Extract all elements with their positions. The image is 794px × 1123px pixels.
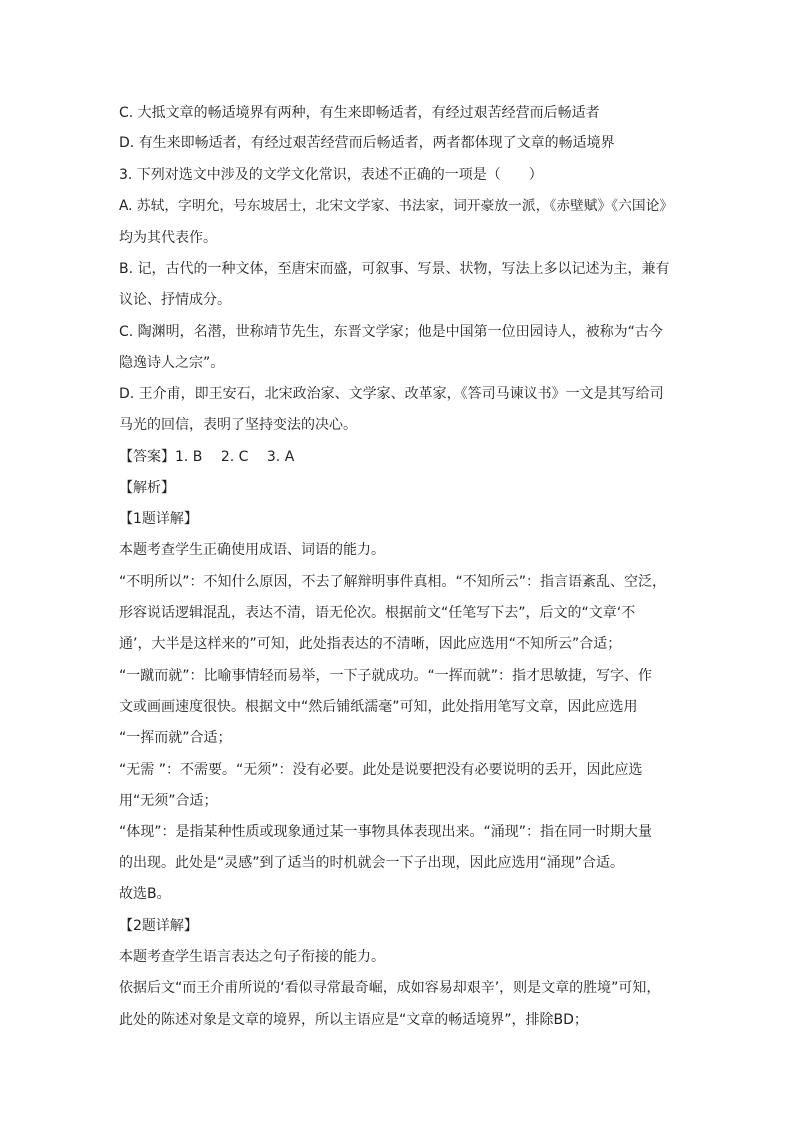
option-d-q2: D. 有生来即畅适者，有经过艰苦经营而后畅适者，两者都体现了文章的畅适境界 <box>119 135 615 151</box>
q1-para1-l2: 形容说话逻辑混乱，表达不清，语无伦次。根据前文“任笔写下去”，后文的“文章‘不 <box>119 605 636 621</box>
q1-para4-l1: “体现”：是指某种性质或现象通过某一事物具体表现出来。“涌现”：指在同一时期大量 <box>119 824 653 840</box>
q2-para1-l2: 此处的陈述对象是文章的境界，所以主语应是“文章的畅适境界”，排除BD； <box>119 1012 588 1028</box>
option-c-q3-cont: 隐逸诗人之宗”。 <box>119 355 225 371</box>
q1-para3-l1: “无需 ”：不需要。“无须”：没有必要。此处是说要把没有必要说明的丢开，因此应选 <box>119 762 643 778</box>
q1-para1-l3: 通’，大半是这样来的”可知，此处指表达的不清晰，因此应选用“不知所云”合适； <box>119 636 622 652</box>
q1-intro: 本题考查学生正确使用成语、词语的能力。 <box>119 542 385 558</box>
option-c-q3: C. 陶渊明，名潜，世称靖节先生，东晋文学家；他是中国第一位田园诗人，被称为“古今 <box>119 324 663 340</box>
option-a-q3: A. 苏轼，字明允，号东坡居士，北宋文学家、书法家，词开豪放一派，《赤壁赋》《六国论》 <box>119 198 674 214</box>
q1-para1-l1: “不明所以”：不知什么原因，不去了解辩明事件真相。“不知所云”：指言语紊乱、空泛， <box>119 574 667 590</box>
question-3: 3. 下列对选文中涉及的文学文化常识，表述不正确的一项是（ ） <box>119 167 543 183</box>
option-d-q3: D. 王介甫，即王安石，北宋政治家、文学家、改革家，《答司马谏议书》一文是其写给司 <box>119 386 664 402</box>
q2-detail-heading: 【2题详解】 <box>119 918 198 934</box>
q1-para2-l2: 文或画画速度很快。根据文中“然后铺纸濡毫”可知，此处指用笔写文章，因此应选用 <box>119 699 638 715</box>
q2-para1-l1: 依据后文“而王介甫所说的‘看似寻常最奇崛，成如容易却艰辛’，则是文章的胜境”可知， <box>119 980 661 996</box>
answer-line: 【答案】1. B 2. C 3. A <box>119 449 295 465</box>
q1-detail-heading: 【1题详解】 <box>119 511 198 527</box>
q2-intro: 本题考查学生语言表达之句子衔接的能力。 <box>119 949 385 965</box>
q1-para4-l2: 的出现。此处是“灵感”到了适当的时机就会一下子出现，因此应选用“涌现”合适。 <box>119 855 625 871</box>
option-a-q3-cont: 均为其代表作。 <box>119 230 217 246</box>
option-b-q3-cont: 议论、抒情成分。 <box>119 292 231 308</box>
option-b-q3: B. 记，古代的一种文体，至唐宋而盛，可叙事、写景、状物，写法上多以记述为主，兼有 <box>119 261 670 277</box>
q1-para2-l1: “一蹴而就”：比喻事情轻而易举，一下子就成功。“一挥而就”：指才思敏捷，写字、作 <box>119 668 653 684</box>
q1-conclusion: 故选B。 <box>119 886 171 902</box>
analysis-heading: 【解析】 <box>119 480 175 496</box>
option-d-q3-cont: 马光的回信，表明了坚持变法的决心。 <box>119 417 357 433</box>
option-c-q2: C. 大抵文章的畅适境界有两种，有生来即畅适者，有经过艰苦经营而后畅适者 <box>119 105 600 121</box>
q1-para2-l3: “一挥而就”合适； <box>119 730 232 746</box>
q1-para3-l2: 用“无须”合适； <box>119 793 218 809</box>
